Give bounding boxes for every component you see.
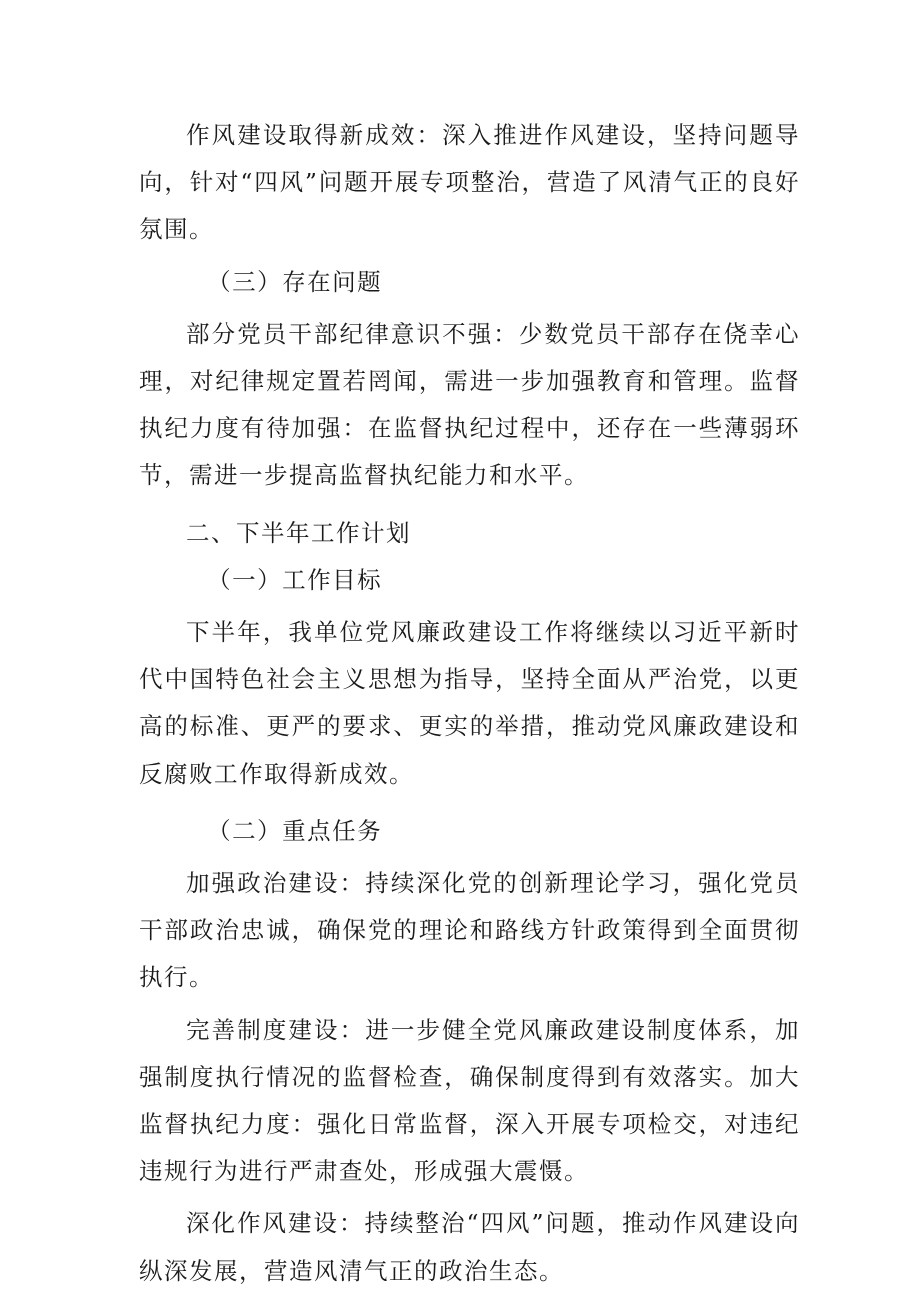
heading-second-half-plan: 二、下半年工作计划 (186, 518, 411, 547)
paragraph-political-building: 加强政治建设：持续深化党的创新理论学习，强化党员干部政治忠诚，确保党的理论和路线方针政策得到全面贯彻执行。 (139, 869, 800, 992)
paragraph-style-building: 深化作风建设：持续整治“四风”问题，推动作风建设向纵深发展，营造风清气正的政治生态。 (139, 1209, 800, 1285)
paragraph-goals: 下半年，我单位党风廉政建设工作将继续以习近平新时代中国特色社会主义思想为指导，坚持全面从严治党，以更高的标准、更严的要求、更实的举措，推动党风廉政建设和反腐败工作取得新成效。 (139, 618, 800, 788)
paragraph-system-building: 完善制度建设：进一步健全党风廉政建设制度体系，加强制度执行情况的监督检查，确保制度得到有效落实。加大监督执纪力度：强化日常监督，深入开展专项检交，对违纪违规行为进行严肃查处，形成强大震慑。 (139, 1015, 800, 1186)
paragraph-problems: 部分党员干部纪律意识不强：少数党员干部存在侥幸心理，对纪律规定置若罔闻，需进一步加强教育和管理。监督执纪力度有待加强：在监督执纪过程中，还存在一些薄弱环节，需进一步提高监督执纪能力和水平。 (139, 319, 800, 490)
heading-existing-problems: （三）存在问题 (207, 267, 383, 296)
heading-work-goals: （一）工作目标 (207, 565, 383, 594)
document-body (139, 112, 800, 1295)
paragraph-style-results: 作风建设取得新成效：深入推进作风建设，坚持问题导向，针对“四风”问题开展专项整治，营造了风清气正的良好氛围。 (139, 121, 800, 244)
heading-key-tasks: （二）重点任务 (207, 816, 383, 845)
